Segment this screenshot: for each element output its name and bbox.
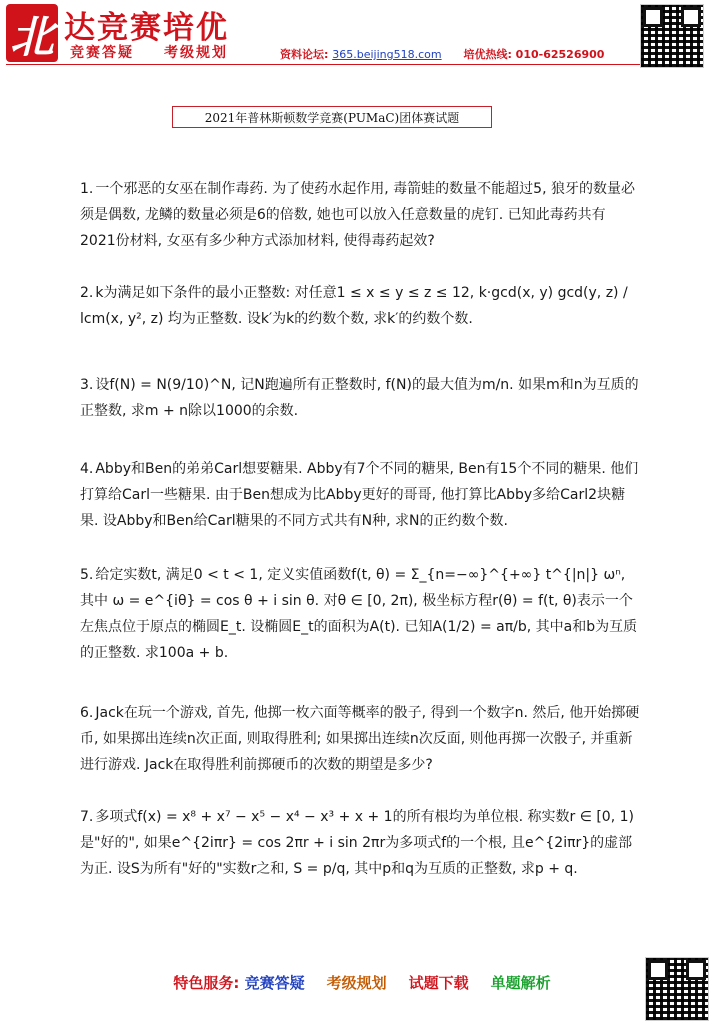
problem-number: 7. bbox=[80, 809, 94, 825]
page-header bbox=[0, 0, 724, 72]
page-footer bbox=[0, 972, 724, 993]
header-divider bbox=[6, 64, 642, 65]
service-analysis[interactable]: 单题解析 bbox=[490, 974, 551, 992]
logo-mark: 北 bbox=[10, 12, 54, 62]
problem-text: 多项式f(x) = x⁸ + x⁷ − x⁵ − x⁴ − x³ + x + 1的所有根均为单位根. 称实数r ∈ [0, 1)是"好的", 如果e^{2iπr} = cos 2πr + i sin 2πr为多项式f的一个根, 且e^{2iπr}的虚部为正. 设S为所有"好的"实数r之和, S = p/q, 其中p和q为互质的正整数, 求p + q. bbox=[80, 809, 634, 877]
problem-text: 一个邪恶的女巫在制作毒药. 为了使药水起作用, 毒箭蛙的数量不能超过5, 狼牙的数量必须是偶数, 龙鳞的数量必须是6的倍数, 她也可以放入任意数量的虎钉. 已知此毒药共有2021份材料, 女巫有多少种方式添加材料, 使得毒药起效? bbox=[80, 181, 635, 249]
problem-4 bbox=[80, 456, 640, 534]
page-title: 2021年普林斯顿数学竞赛(PUMaC)团体赛试题 bbox=[172, 106, 492, 128]
services-label: 特色服务: bbox=[173, 974, 240, 992]
problem-3 bbox=[80, 372, 640, 424]
forum-link[interactable]: 365.beijing518.com bbox=[332, 48, 442, 61]
hotline: 培优热线: 010-62526900 bbox=[463, 48, 605, 61]
problem-1 bbox=[80, 176, 640, 254]
problem-text: 给定实数t, 满足0 < t < 1, 定义实值函数f(t, θ) = Σ_{n=−∞}^{+∞} t^{|n|} ωⁿ, 其中 ω = e^{iθ} = cos θ + i sin θ. 对θ ∈ [0, 2π), 极坐标方程r(θ) = f(t, θ)表示一个左焦点位于原点的椭圆E_t. 设椭圆E_t的面积为A(t). 已知A(1/2) = aπ/b, 其中a和b为互质的正整数. 求100a + b. bbox=[80, 567, 638, 661]
problem-number: 6. bbox=[80, 705, 94, 721]
tagline-right: 考级规划 bbox=[164, 45, 228, 61]
qr-code-icon bbox=[645, 957, 709, 1021]
problem-text: Abby和Ben的弟弟Carl想要糖果. Abby有7个不同的糖果, Ben有15个不同的糖果. 他们打算给Carl一些糖果. 由于Ben想成为比Abby更好的哥哥, 他打算比Abby多给Carl2块糖果. 设Abby和Ben给Carl糖果的不同方式共有N种, 求N的正约数个数. bbox=[80, 461, 639, 529]
problem-2 bbox=[80, 280, 640, 332]
contact-line bbox=[280, 46, 604, 62]
service-answers[interactable]: 竞赛答疑 bbox=[244, 974, 305, 992]
logo bbox=[6, 4, 58, 62]
problem-5 bbox=[80, 562, 640, 666]
brand-name: 达竞赛培优 bbox=[64, 10, 229, 46]
service-downloads[interactable]: 试题下载 bbox=[408, 974, 469, 992]
problem-number: 3. bbox=[80, 377, 94, 393]
problem-7 bbox=[80, 804, 640, 882]
problem-6 bbox=[80, 700, 640, 778]
service-planning[interactable]: 考级规划 bbox=[326, 974, 387, 992]
problem-text: k为满足如下条件的最小正整数: 对任意1 ≤ x ≤ y ≤ z ≤ 12, k·gcd(x, y) gcd(y, z) / lcm(x, y², z) 均为正整数. 设k′为k的约数个数, 求k′的约数个数. bbox=[80, 285, 628, 327]
problem-text: 设f(N) = N(9/10)^N, 记N跑遍所有正整数时, f(N)的最大值为m/n. 如果m和n为互质的正整数, 求m + n除以1000的余数. bbox=[80, 377, 639, 419]
qr-code-icon bbox=[640, 4, 704, 68]
problem-number: 5. bbox=[80, 567, 94, 583]
forum-label: 资料论坛: bbox=[280, 48, 329, 61]
problem-text: Jack在玩一个游戏, 首先, 他掷一枚六面等概率的骰子, 得到一个数字n. 然后, 他开始掷硬币, 如果掷出连续n次正面, 则取得胜利; 如果掷出连续n次反面, 则他再掷一次骰子, 并重新进行游戏. Jack在取得胜利前掷硬币的次数的期望是多少? bbox=[80, 705, 640, 773]
problem-number: 4. bbox=[80, 461, 94, 477]
problem-number: 2. bbox=[80, 285, 94, 301]
brand-tagline bbox=[70, 42, 258, 62]
tagline-left: 竞赛答疑 bbox=[70, 45, 134, 61]
problem-number: 1. bbox=[80, 181, 94, 197]
